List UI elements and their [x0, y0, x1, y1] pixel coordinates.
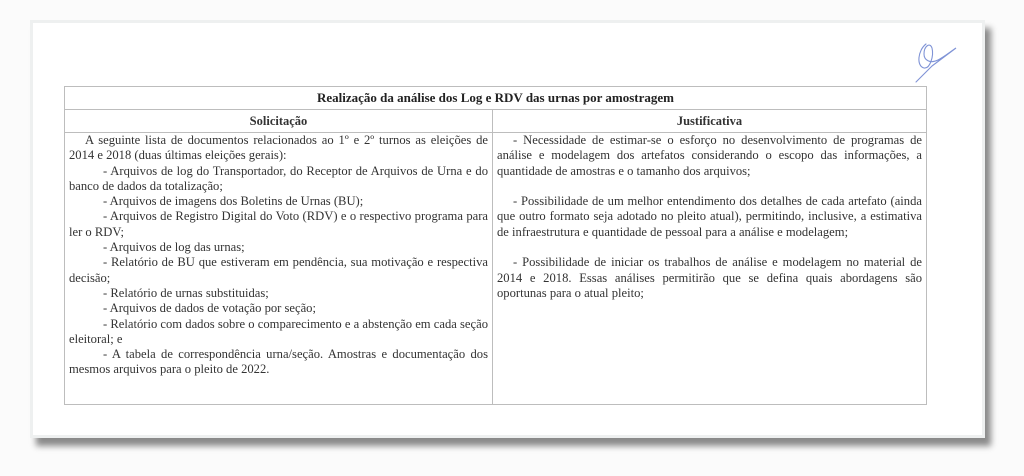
handwritten-signature: [912, 36, 962, 86]
solicitacao-intro: A seguinte lista de documentos relacionados ao 1º e 2º turnos as eleições de 2014 e 2018 (duas últimas eleições gerais):: [69, 133, 488, 163]
list-item: - Arquivos de log do Transportador, do Receptor de Arquivos de Urna e do banco de dados da totalização;: [69, 163, 488, 193]
justificativa-item: - Possibilidade de iniciar os trabalhos de análise e modelagem no material de 2014 e 2018. Essas análises permitirão que se defina quais abordagens são oportunas para o atual pleito;: [497, 255, 922, 300]
list-item: - Relatório de urnas substituidas;: [103, 285, 269, 300]
justificativa-cell: [493, 133, 927, 405]
list-item: - Arquivos de imagens dos Boletins de Urnas (BU);: [103, 194, 364, 209]
list-item: - Arquivos de Registro Digital do Voto (RDV) e o respectivo programa para ler o RDV;: [69, 209, 488, 239]
column-header-solicitacao: Solicitação: [65, 110, 493, 133]
list-item: - Arquivos de dados de votação por seção;: [103, 301, 316, 316]
list-item: - Relatório de BU que estiveram em pendência, sua motivação e respectiva decisão;: [69, 255, 488, 285]
table-title: Realização da análise dos Log e RDV das urnas por amostragem: [65, 87, 927, 110]
analysis-table: [64, 86, 927, 405]
justificativa-item: - Possibilidade de um melhor entendimento dos detalhes de cada artefato (ainda que outro formato seja adotado no pleito atual), permitindo, inclusive, a estimativa de infraestrutura e quantidade de pessoal para a análise e modelagem;: [497, 194, 922, 239]
list-item: - A tabela de correspondência urna/seção. Amostras e documentação dos mesmos arquivos para o pleito de 2022.: [69, 347, 488, 377]
solicitacao-cell: [65, 133, 493, 405]
list-item: - Relatório com dados sobre o comparecimento e a abstenção em cada seção eleitoral; e: [69, 316, 488, 346]
justificativa-item: - Necessidade de estimar-se o esforço no desenvolvimento de programas de análise e modelagem dos artefatos considerando o escopo das informações, a quantidade de amostras e o tamanho dos arquivos;: [497, 133, 922, 178]
column-header-justificativa: Justificativa: [493, 110, 927, 133]
list-item: - Arquivos de log das urnas;: [103, 240, 245, 255]
